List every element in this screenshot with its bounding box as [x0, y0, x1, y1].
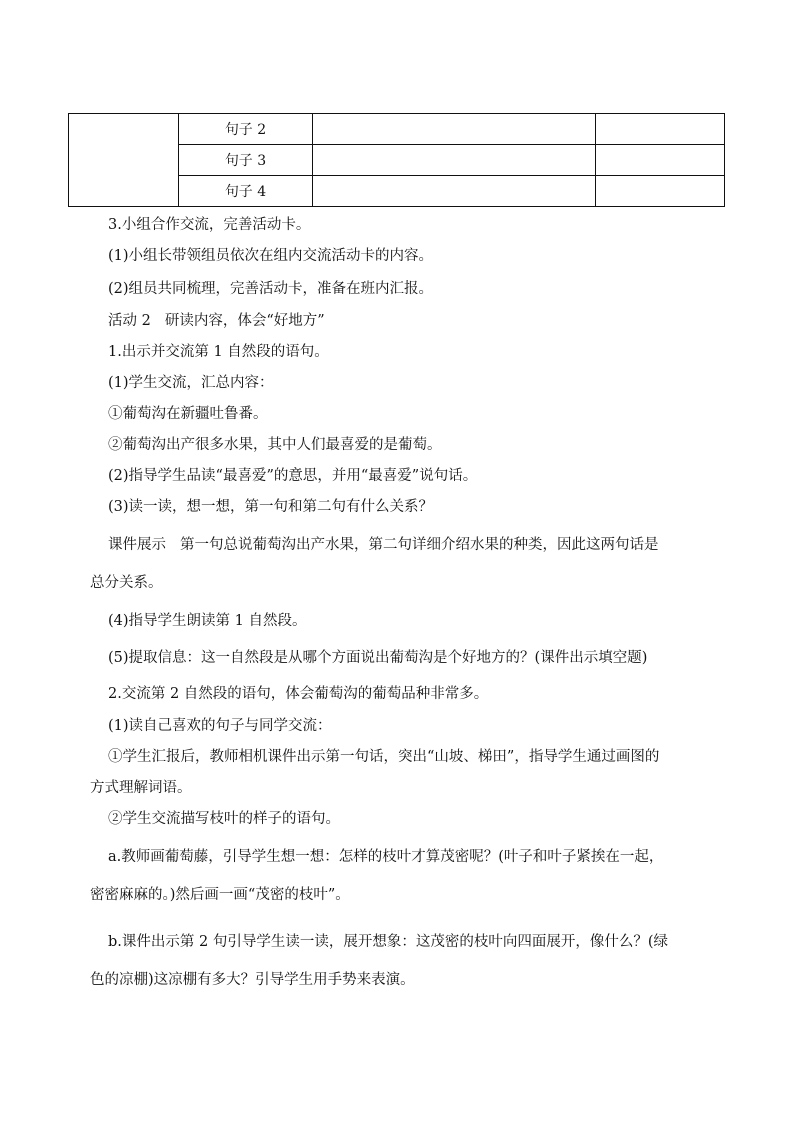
paragraph-continuation: 色的凉棚)这凉棚有多大？引导学生用手势来表演。	[90, 972, 415, 988]
blank-cell	[596, 114, 725, 145]
activity-card-table	[68, 113, 725, 207]
paragraph: (4)指导学生朗读第 1 自然段。	[108, 613, 307, 629]
paragraph-continuation: 密密麻麻的。)然后画一画“茂密的枝叶”。	[90, 887, 350, 903]
row-label: 句子 3	[179, 145, 313, 176]
paragraph: (2)组员共同梳理，完善活动卡，准备在班内汇报。	[108, 281, 434, 297]
paragraph-continuation: 总分关系。	[90, 575, 163, 591]
paragraph: (2)指导学生品读“最喜爱”的意思，并用“最喜爱”说句话。	[108, 468, 478, 484]
blank-cell	[596, 176, 725, 207]
paragraph: b.课件出示第 2 句引导学生读一读，展开想象：这茂密的枝叶向四面展开，像什么？(绿	[108, 934, 668, 950]
paragraph: ①学生汇报后，教师相机课件出示第一句话，突出“山坡、梯田”，指导学生通过画图的	[108, 749, 660, 765]
paragraph: (5)提取信息：这一自然段是从哪个方面说出葡萄沟是个好地方的？(课件出示填空题)	[108, 650, 648, 666]
paragraph: a.教师画葡萄藤，引导学生想一想：怎样的枝叶才算茂密呢？(叶子和叶子紧挨在一起，	[108, 849, 664, 865]
step-heading: 2.交流第 2 自然段的语句，体会葡萄沟的葡萄品种非常多。	[108, 686, 489, 702]
paragraph: ①葡萄沟在新疆吐鲁番。	[108, 406, 268, 422]
blank-cell	[313, 176, 596, 207]
row-label: 句子 2	[179, 114, 313, 145]
paragraph: (1)读自己喜欢的句子与同学交流：	[108, 718, 332, 734]
blank-cell	[313, 145, 596, 176]
step-heading: 3.小组合作交流，完善活动卡。	[108, 217, 311, 233]
paragraph: (1)小组长带领组员依次在组内交流活动卡的内容。	[108, 248, 434, 264]
courseware-display: 课件展示 第一句总说葡萄沟出产水果，第二句详细介绍水果的种类，因此这两句话是	[108, 537, 659, 553]
row-label: 句子 4	[179, 176, 313, 207]
paragraph: (1)学生交流，汇总内容：	[108, 375, 274, 391]
blank-cell	[313, 114, 596, 145]
merged-cell	[69, 114, 179, 207]
courseware-label: 课件展示	[108, 537, 166, 553]
paragraph: ②葡萄沟出产很多水果，其中人们最喜爱的是葡萄。	[108, 437, 442, 453]
activity-label: 活动 2	[108, 313, 151, 329]
paragraph: (3)读一读，想一想，第一句和第二句有什么关系？	[108, 499, 434, 515]
step-heading: 1.出示并交流第 1 自然段的语句。	[108, 344, 329, 360]
paragraph: ②学生交流描写枝叶的样子的语句。	[108, 811, 340, 827]
table-row	[69, 114, 725, 145]
activity-heading	[108, 311, 325, 331]
blank-cell	[596, 145, 725, 176]
activity-title: 研读内容，体会“好地方”	[164, 313, 325, 329]
paragraph-continuation: 方式理解词语。	[90, 780, 192, 796]
